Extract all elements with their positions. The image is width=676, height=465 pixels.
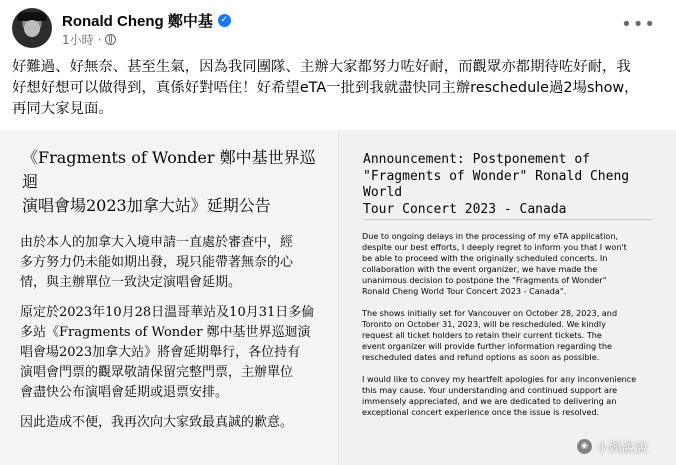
chinese-paragraph: 由於本人的加拿大入境申請一直處於審查中，經 多方努力仍未能如期出發，現只能帶著無奈的心 情，與主辦單位一致決定演唱會延期。 [20, 235, 294, 290]
chinese-notice [0, 130, 338, 465]
watermark [577, 437, 648, 456]
avatar[interactable] [12, 8, 52, 48]
author-row [62, 10, 231, 31]
avatar-face [24, 20, 40, 37]
watermark-logo-icon: ◉ [577, 439, 592, 454]
author-name[interactable]: Ronald Cheng 鄭中基 [62, 13, 213, 30]
chinese-paragraph: 原定於2023年10月28日溫哥華站及10月31日多倫 多站《Fragments of Wonder 鄭中基世界巡迴演 唱會場2023加拿大站》將會延期舉行，各位持有 演唱會門票的觀眾敬請保留完整門票，主辦單位 會盡快公布演唱會延期或退票安排。 [20, 305, 315, 400]
post-timestamp[interactable]: 1小時 [62, 33, 94, 47]
watermark-text: 小娛說說 [595, 441, 648, 456]
post-header [12, 8, 662, 52]
post-image[interactable] [0, 130, 676, 465]
chinese-paragraph: 因此造成不便，我再次向大家致最真誠的歉意。 [20, 415, 294, 430]
verified-badge-icon: ✓ [218, 14, 231, 27]
post-caption: 好難過、好無奈、甚至生氣，因為我同團隊、主辦大家都努力咗好耐，而觀眾亦都期待咗好耐，我 好想好想可以做得到，真係好對唔住！好希望eTA一批到我就盡快同主辦reschedule過2場show， 再同大家見面。 [12, 59, 639, 117]
english-notice [338, 130, 676, 465]
english-notice-body [362, 231, 662, 429]
english-notice-title: Announcement: Postponement of "Fragments of Wonder" Ronald Cheng World Tour Concert 2023 - Canada [363, 152, 630, 217]
english-paragraph: The shows initially set for Vancouver on October 28, 2023, and Toronto on October 31, 2023, will be rescheduled. We kindly request all ticket holders to retain their current tickets. The event organizer will provide further information regarding the rescheduled dates and refund options as soon as possible. [362, 308, 618, 362]
post-meta [62, 31, 116, 48]
more-options-button[interactable]: ••• [621, 14, 656, 35]
english-paragraph: I would like to convey my heartfelt apologies for any inconvenience this may cause. Your understanding and continued support are immensely appreciated, and we are dedicated to delivering an exceptional concert experience once the issue is resolved. [362, 374, 637, 417]
chinese-notice-title: 《Fragments of Wonder 鄭中基世界巡迴 演唱會場2023加拿大站》延期公告 [22, 148, 316, 215]
chinese-notice-body [20, 233, 330, 443]
english-paragraph: Due to ongoing delays in the processing of my eTA application, despite our best efforts, I deeply regret to inform you that I won't be able to proceed with the originally scheduled concerts. In collaboration with the event organizer, we have made the unanimous decision to postpone the "Fragments of Wonder" Ronald Cheng World Tour Concert 2023 - Canada". [362, 231, 627, 296]
globe-icon[interactable] [105, 34, 116, 45]
title-divider [363, 219, 653, 220]
meta-separator: · [97, 32, 102, 47]
